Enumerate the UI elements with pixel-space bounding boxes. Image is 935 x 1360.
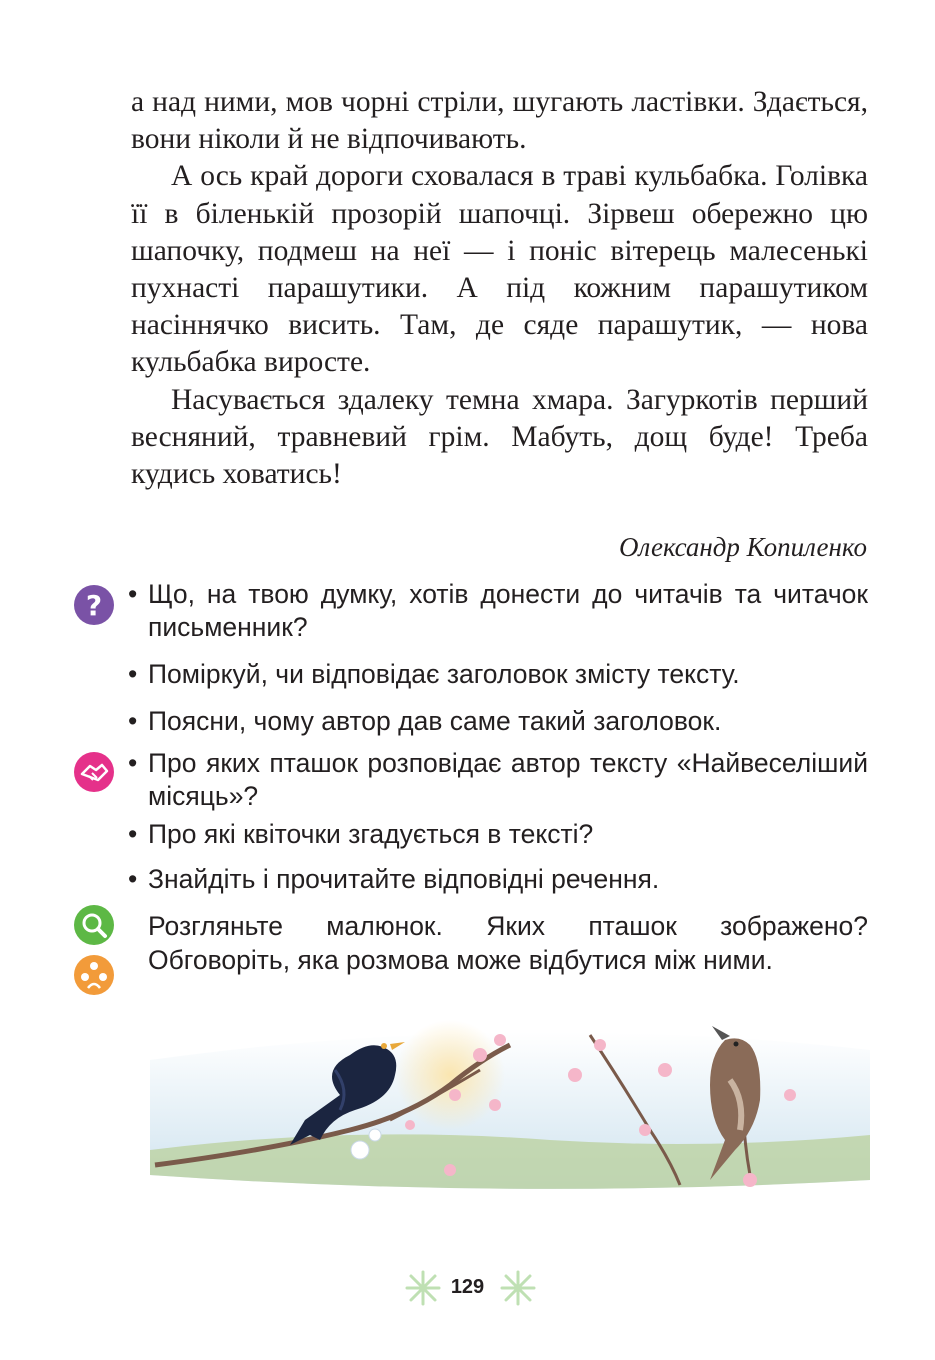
question-item: • Поясни, чому автор дав саме такий заголовок. [128,705,868,738]
page-number: 129 [450,1276,485,1298]
author-name: Олександр Копиленко [619,532,867,562]
question-item: • Поміркуй, чи відповідає заголовок змісту тексту. [128,658,868,691]
story-paragraph-3: Насувається здалеку темна хмара. Загуркотів перший весняний, травневий грім. Мабуть, дощ буде! Треба кудись ховатись! [131,383,868,491]
pair-work-list [128,747,868,896]
question-item: • Що, на твою думку, хотів донести до читачів та читачок письменник? [128,578,868,644]
illustration-task: Розгляньте малюнок. Яких пташок зображено? Обговоріть, яка розмова може відбутися між ними. [148,911,868,975]
pair-work-item: • Знайдіть і прочитайте відповідні речення. [128,863,868,896]
birds-illustration [150,1000,870,1220]
group-icon [74,955,114,995]
story-paragraph-2: А ось край дороги сховалася в траві кульбабка. Голівка її в біленькій прозорій шапочці. Зірвеш обережно цю шапочку, подмеш на неї — і поніс вітерець малесенькі пухнасті парашутики. А під кожним парашутиком насіннячко висить. Там, де сяде парашутик, — нова кульбабка виросте. [131,160,868,379]
svg-text:?: ? [85,589,103,622]
story-paragraph-1: а над ними, мов чорні стріли, шугають ластівки. Здається, вони ніколи й не відпочивають. [131,86,868,156]
story-text [131,84,868,493]
question-icon [74,585,114,625]
snowflake-ornament-icon [500,1270,536,1306]
handshake-icon [74,752,114,792]
pair-work-item: • Про які квіточки згадується в тексті? [128,818,868,851]
magnifier-icon [74,905,114,945]
questions-list [128,578,868,738]
pair-work-item: • Про яких пташок розповідає автор тексту «Найвеселіший місяць»? [128,747,868,813]
